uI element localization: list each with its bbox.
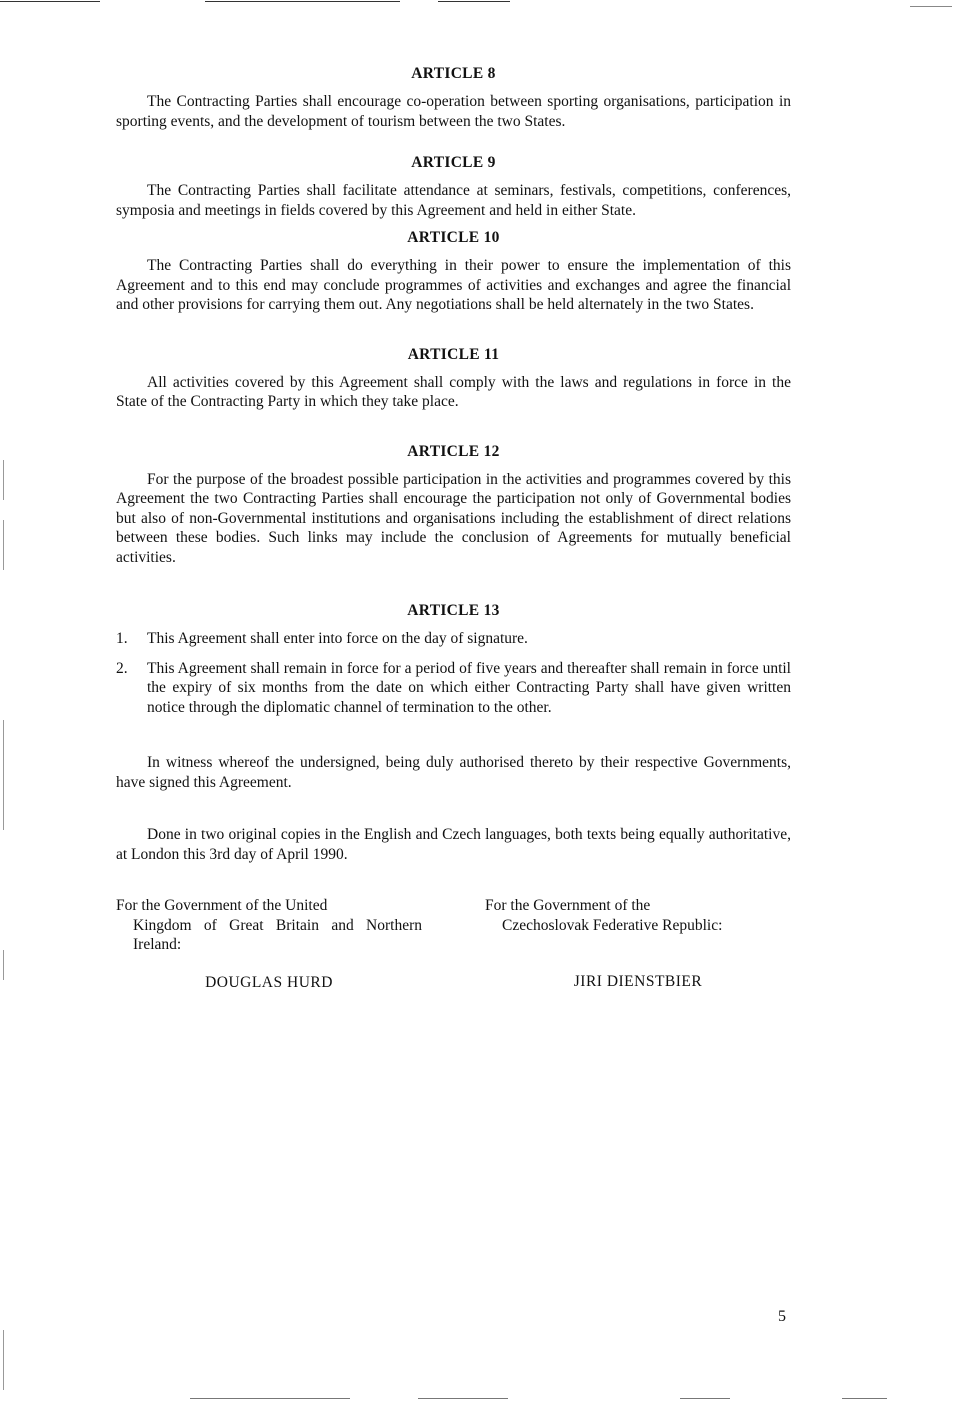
page-number: 5 [778,1308,786,1325]
article-8 [116,64,791,131]
signatory-name: JIRI DIENSTBIER [573,973,703,990]
article-11 [116,345,791,412]
article-text: The Contracting Parties shall encourage co-operation between sporting organisations, participation in sporting events, and the development of tourism between the two States. [116,93,791,130]
scan-line-top-left [0,1,100,2]
clause-text: This Agreement shall enter into force on the day of signature. [147,630,528,647]
government-line-continued: Kingdom of Great Britain and Northern Ireland: [133,916,422,953]
clause-number: 2. [116,659,128,677]
signatory-right [485,896,791,992]
signatory-government [485,896,791,935]
scan-line-bottom-left [190,1398,350,1399]
article-heading: ARTICLE 10 [407,229,500,246]
scan-line-top-right [438,1,510,2]
scan-line-bottom-corner [842,1398,887,1399]
article-heading: ARTICLE 11 [407,345,500,363]
government-line: For the Government of the United [116,897,328,914]
signatory-left [116,896,422,992]
article-10 [116,228,791,315]
witness-clause: In witness whereof the undersigned, being duly authorised thereto by their respective Governments, have signed this Agreement. [116,754,791,791]
article-text: For the purpose of the broadest possible participation in the activities and programmes covered by this Agreement the two Contracting Parties shall encourage the participation not only of Governmental bodies but also of non-Governmental institutions and organisations including the establishment of direct relations between these bodies. Such links may include the conclusion of Agreements for mutually beneficial activities. [116,470,791,566]
article-heading: ARTICLE 13 [407,602,500,619]
government-line-continued: Czechoslovak Federative Republic: [502,916,723,934]
scan-margin-mark-5 [3,1330,4,1390]
numbered-clause-2 [116,659,791,718]
scan-margin-mark-1 [3,460,4,500]
article-text: The Contracting Parties shall facilitate attendance at seminars, festivals, competitions, conferences, symposia and meetings in fields covered by this Agreement and held in either State. [116,182,791,219]
article-12 [116,442,791,568]
document-body [116,64,791,992]
clause-text: This Agreement shall remain in force for a period of five years and thereafter shall remain in force until the expiry of six months from the date on which either Contracting Party shall have given written notice through the diplomatic channel of termination to the other. [147,659,791,716]
scan-line-top-middle [205,1,400,2]
government-line: For the Government of the [485,897,651,914]
clause-number: 1. [116,630,128,647]
scan-margin-mark-3 [3,720,4,830]
article-heading: ARTICLE 8 [411,65,496,82]
article-heading: ARTICLE 9 [411,154,496,171]
article-heading: ARTICLE 12 [407,442,500,460]
numbered-clause-1 [116,629,791,649]
article-9 [116,153,791,220]
article-13 [116,601,791,717]
signatory-name: DOUGLAS HURD [205,973,333,991]
scan-margin-mark-2 [3,520,4,570]
article-text: All activities covered by this Agreement shall comply with the laws and regulations in force in the State of the Contracting Party in which they take place. [116,373,791,410]
signatory-government [116,896,422,955]
done-clause: Done in two original copies in the English and Czech languages, both texts being equally authoritative, at London this 3rd day of April 1990. [116,826,791,863]
signature-block [116,896,791,992]
scan-line-bottom-right [680,1398,730,1399]
scan-margin-mark-4 [3,950,4,980]
article-text: The Contracting Parties shall do everything in their power to ensure the implementation of this Agreement and to this end may conclude programmes of activities and exchanges and agree the financial and other provisions for carrying them out. Any negotiations shall be held alternately in the two States. [116,257,791,313]
scan-line-top-corner [910,6,952,7]
scan-line-bottom-middle [418,1398,508,1399]
